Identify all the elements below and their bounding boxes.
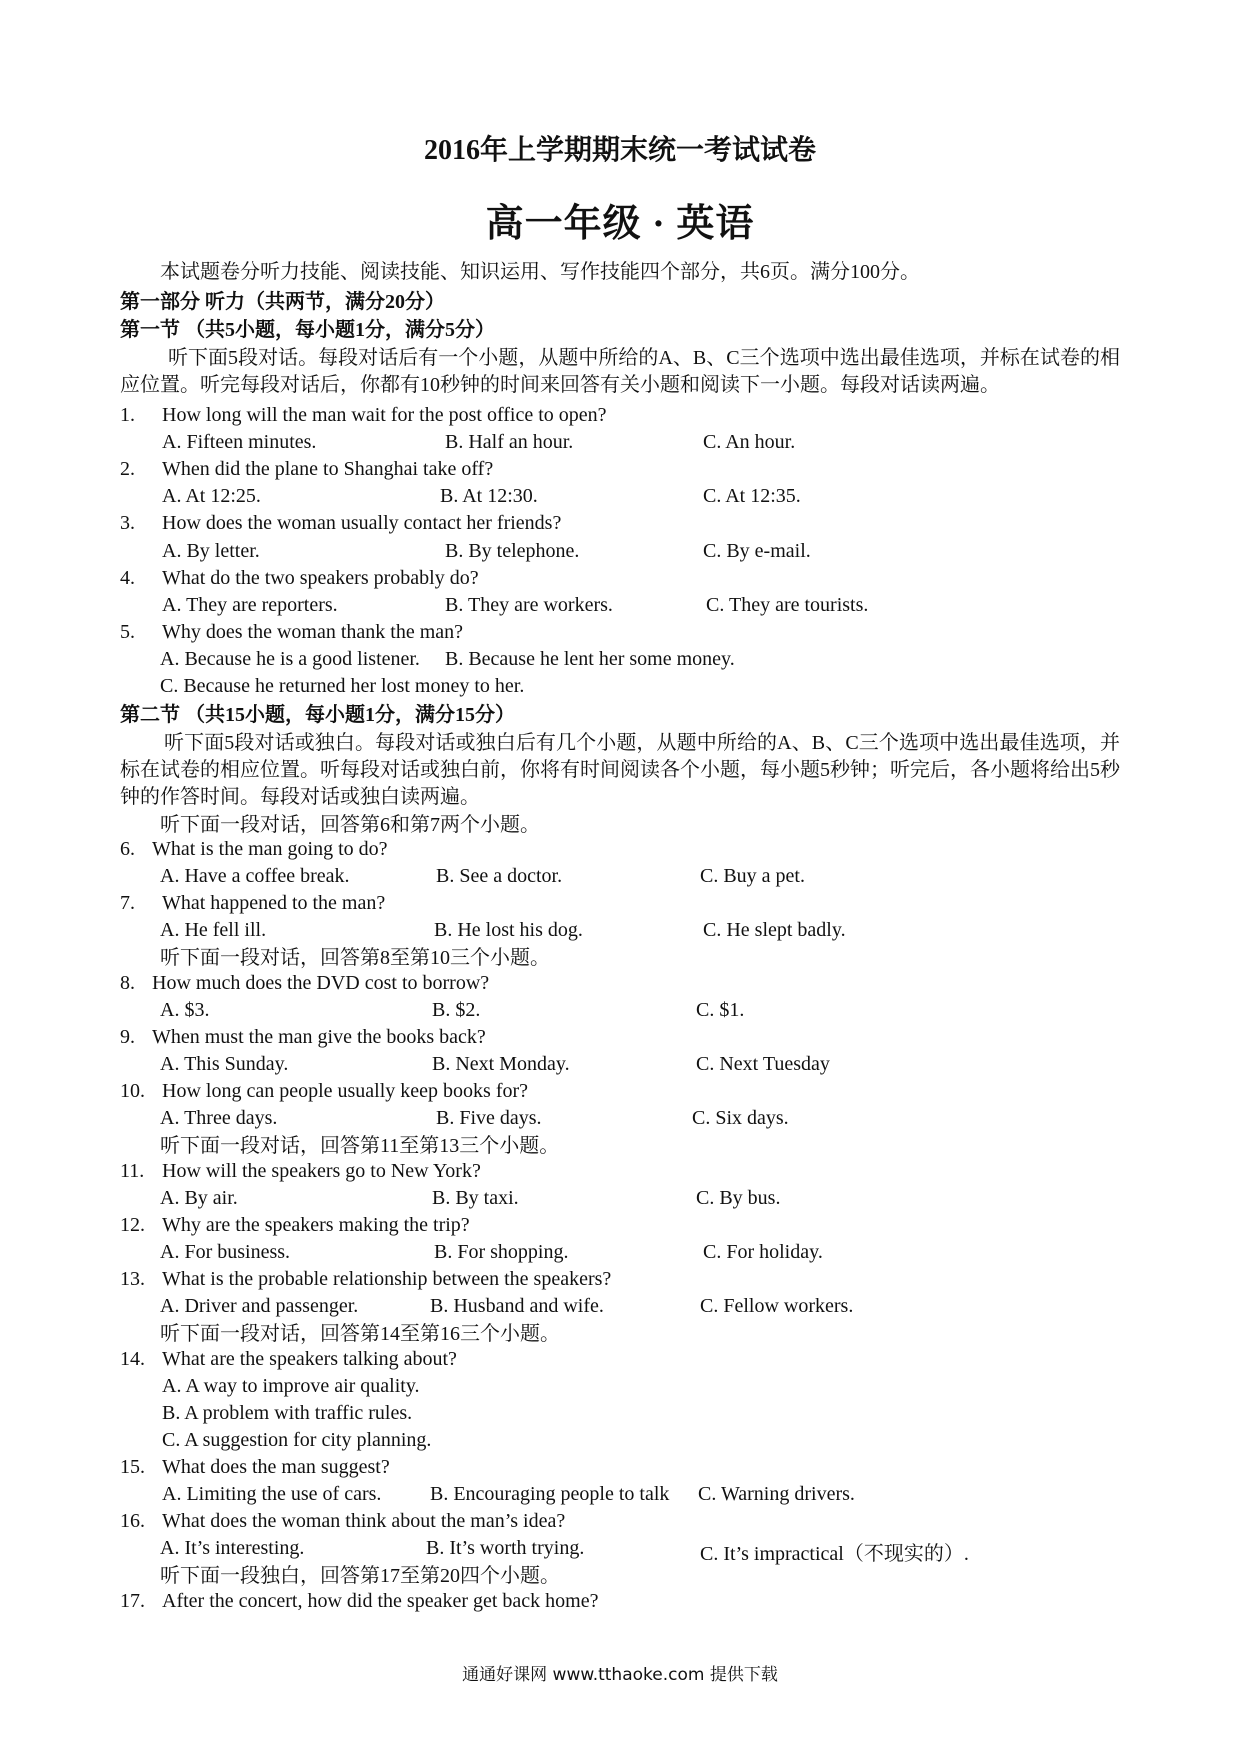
option-c: C. $1. <box>696 999 745 1021</box>
question-number: 16. <box>120 1510 145 1532</box>
section2-heading: 第二节 （共15小题，每小题1分，满分15分） <box>120 704 515 726</box>
option-c: C. They are tourists. <box>706 594 869 616</box>
question-text: When must the man give the books back? <box>152 1026 486 1048</box>
page-footer: 通通好课网 www.tthaoke.com 提供下载 <box>462 1665 778 1685</box>
question-number: 14. <box>120 1348 145 1370</box>
option-b: B. It’s worth trying. <box>426 1537 585 1559</box>
question-text: How much does the DVD cost to borrow? <box>152 972 490 994</box>
option-a: A. At 12:25. <box>162 485 261 507</box>
question-text: What is the probable relationship between the speakers? <box>162 1268 612 1290</box>
option-a: A. $3. <box>160 999 210 1021</box>
option-a: A. Three days. <box>160 1107 278 1129</box>
option-b: B. He lost his dog. <box>434 919 583 941</box>
question-text: How will the speakers go to New York? <box>162 1160 481 1182</box>
option-b: B. See a doctor. <box>436 865 563 887</box>
question-text: How long will the man wait for the post office to open? <box>162 404 607 426</box>
question-text: Why are the speakers making the trip? <box>162 1214 470 1236</box>
option-a: A. For business. <box>160 1241 291 1263</box>
option-b: B. They are workers. <box>445 594 613 616</box>
question-text: What does the woman think about the man’s idea? <box>162 1510 566 1532</box>
question-text: What do the two speakers probably do? <box>162 567 479 589</box>
question-number: 7. <box>120 892 135 914</box>
option-c: C. By e-mail. <box>703 540 811 562</box>
question-text: What happened to the man? <box>162 892 386 914</box>
question-text: What are the speakers talking about? <box>162 1348 457 1370</box>
question-text: What does the man suggest? <box>162 1456 390 1478</box>
option-c: C. Fellow workers. <box>700 1295 854 1317</box>
question-number: 15. <box>120 1456 145 1478</box>
question-number: 12. <box>120 1214 145 1236</box>
option-a: A. Driver and passenger. <box>160 1295 359 1317</box>
option-a: A. Limiting the use of cars. <box>162 1483 382 1505</box>
option-c: C. A suggestion for city planning. <box>162 1429 432 1451</box>
option-b: B. By telephone. <box>445 540 580 562</box>
question-text: Why does the woman thank the man? <box>162 621 464 643</box>
option-c: C. He slept badly. <box>703 919 846 941</box>
option-c: C. Six days. <box>692 1107 789 1129</box>
option-c: C. For holiday. <box>703 1241 823 1263</box>
question-text: After the concert, how did the speaker get back home? <box>162 1590 599 1612</box>
option-c: C. It’s impractical（不现实的）. <box>700 1543 969 1565</box>
section1-instructions: 听下面5段对话。每段对话后有一个小题，从题中所给的A、B、C三个选项中选出最佳选项，并标在试卷的相应位置。听完每段对话后，你都有10秒钟的时间来回答有关小题和阅读下一小题。每段对话读两遍。 <box>120 347 1120 396</box>
question-number: 1. <box>120 404 135 426</box>
option-a: A. It’s interesting. <box>160 1537 305 1559</box>
option-c: C. Warning drivers. <box>698 1483 855 1505</box>
question-number: 13. <box>120 1268 145 1290</box>
exam-subtitle: 高一年级 · 英语 <box>485 203 755 245</box>
question-number: 5. <box>120 621 135 643</box>
option-a: A. This Sunday. <box>160 1053 289 1075</box>
option-c: C. Next Tuesday <box>696 1053 830 1075</box>
option-c: C. Because he returned her lost money to her. <box>160 675 525 697</box>
option-b: B. $2. <box>432 999 481 1021</box>
option-a: A. Fifteen minutes. <box>162 431 317 453</box>
exam-title: 2016年上学期期末统一考试试卷 <box>423 135 816 166</box>
listening-prompt: 听下面一段对话，回答第14至第16三个小题。 <box>160 1323 560 1345</box>
option-a: A. Have a coffee break. <box>160 865 350 887</box>
question-text: When did the plane to Shanghai take off? <box>162 458 494 480</box>
question-number: 2. <box>120 458 135 480</box>
option-b: B. For shopping. <box>434 1241 569 1263</box>
option-a: A. He fell ill. <box>160 919 267 941</box>
option-c: C. Buy a pet. <box>700 865 805 887</box>
option-a: A. By air. <box>160 1187 238 1209</box>
question-text: How does the woman usually contact her friends? <box>162 512 562 534</box>
option-c: C. By bus. <box>696 1187 781 1209</box>
listening-prompt: 听下面一段对话，回答第6和第7两个小题。 <box>160 814 540 836</box>
question-number: 10. <box>120 1080 145 1102</box>
option-a: A. Because he is a good listener. <box>160 648 420 670</box>
question-text: How long can people usually keep books for? <box>162 1080 529 1102</box>
listening-prompt: 听下面一段独白，回答第17至第20四个小题。 <box>160 1565 560 1587</box>
option-a: A. They are reporters. <box>162 594 338 616</box>
option-b: B. Next Monday. <box>432 1053 570 1075</box>
option-b: B. A problem with traffic rules. <box>162 1402 413 1424</box>
question-number: 9. <box>120 1026 135 1048</box>
option-b: B. Five days. <box>436 1107 542 1129</box>
part1-heading: 第一部分 听力（共两节，满分20分） <box>120 291 445 313</box>
question-number: 8. <box>120 972 135 994</box>
question-number: 3. <box>120 512 135 534</box>
question-text: What is the man going to do? <box>152 838 388 860</box>
option-c: C. An hour. <box>703 431 796 453</box>
option-b: B. Half an hour. <box>445 431 574 453</box>
option-c: C. At 12:35. <box>703 485 801 507</box>
question-number: 4. <box>120 567 135 589</box>
option-b: B. Encouraging people to talk <box>430 1483 670 1505</box>
question-number: 11. <box>120 1160 145 1182</box>
option-a: A. By letter. <box>162 540 260 562</box>
listening-prompt: 听下面一段对话，回答第8至第10三个小题。 <box>160 947 550 969</box>
option-b: B. Because he lent her some money. <box>445 648 735 670</box>
option-a: A. A way to improve air quality. <box>162 1375 420 1397</box>
exam-intro: 本试题卷分听力技能、阅读技能、知识运用、写作技能四个部分，共6页。满分100分。 <box>160 261 920 283</box>
section2-instructions: 听下面5段对话或独白。每段对话或独白后有几个小题，从题中所给的A、B、C三个选项中选出最佳选项，并标在试卷的相应位置。听每段对话或独白前，你将有时间阅读各个小题，每小题5秒钟；听完后，各小题将给出5秒钟的作答时间。每段对话或独白读两遍。 <box>120 732 1120 808</box>
option-b: B. By taxi. <box>432 1187 519 1209</box>
option-b: B. Husband and wife. <box>430 1295 604 1317</box>
section1-heading: 第一节 （共5小题，每小题1分，满分5分） <box>120 319 495 341</box>
question-number: 6. <box>120 838 135 860</box>
listening-prompt: 听下面一段对话，回答第11至第13三个小题。 <box>160 1135 560 1157</box>
question-number: 17. <box>120 1590 145 1612</box>
option-b: B. At 12:30. <box>440 485 538 507</box>
